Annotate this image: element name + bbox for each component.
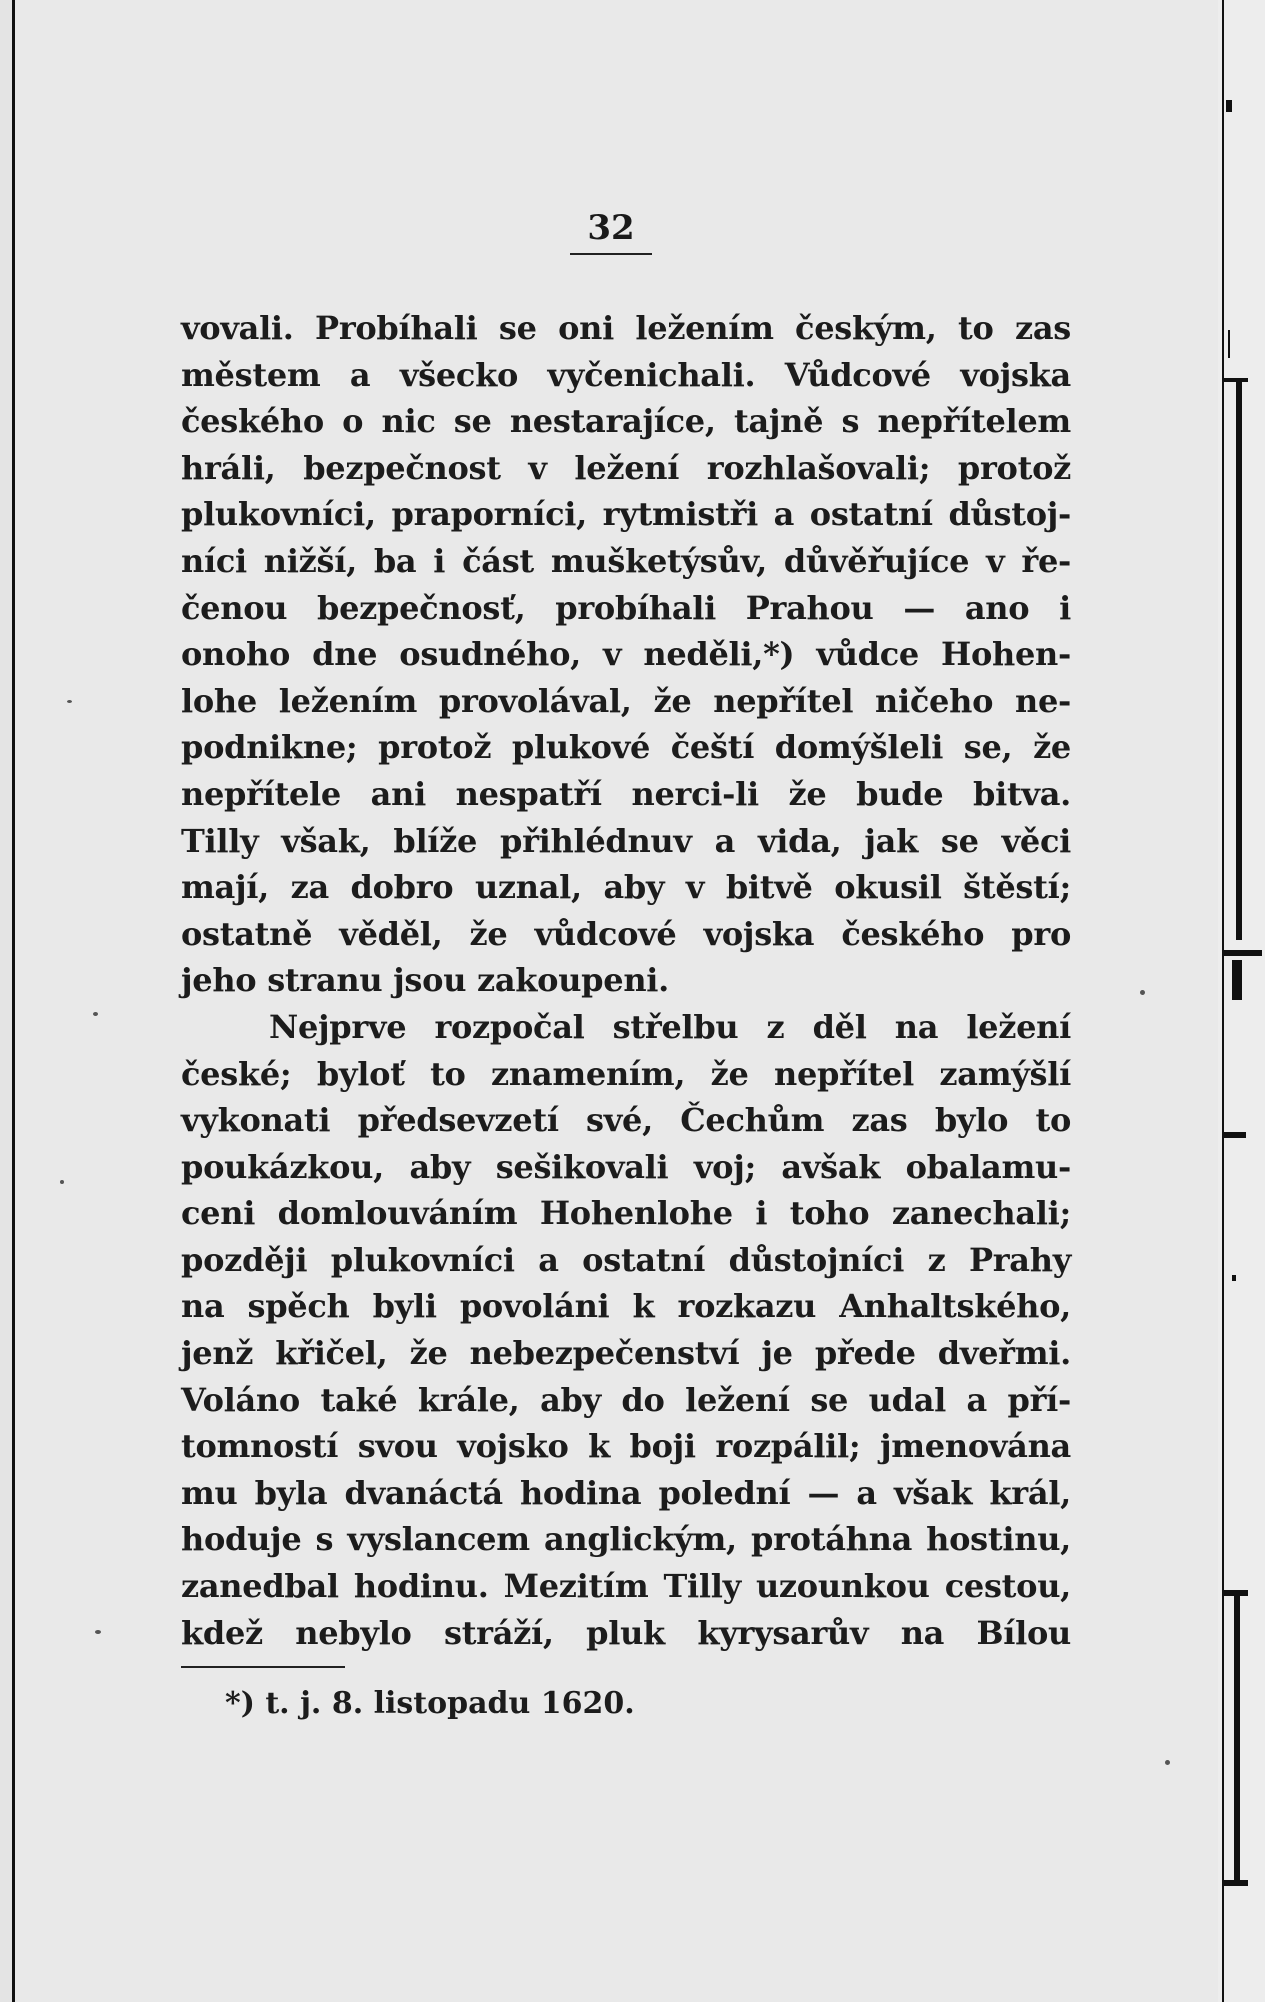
text-line: čenou bezpečnosť, probíhali Prahou — ano i xyxy=(181,588,1071,627)
text-line: městem a všecko vyčenichali. Vůdcové vojska xyxy=(181,355,1071,394)
text-line: Tilly však, blíže přihlédnuv a vida, jak se věci xyxy=(181,821,1071,860)
footnote: *) t. j. 8. listopadu 1620. xyxy=(225,1686,635,1721)
binding-mark xyxy=(1222,378,1248,382)
text-line: českého o nic se nestarajíce, tajně s nepřítelem xyxy=(181,402,1071,441)
binding-mark xyxy=(1222,1880,1248,1886)
binding-mark xyxy=(1222,950,1262,956)
text-line: hráli, bezpečnost v ležení rozhlašovali; protož xyxy=(181,448,1071,487)
text-line: jenž křičel, že nebezpečenství je přede dveřmi. xyxy=(181,1334,1071,1373)
binding-mark xyxy=(1222,1132,1246,1138)
text-line: poukázkou, aby sešikovali voj; avšak obalamu- xyxy=(181,1147,1071,1186)
page-number: 32 xyxy=(587,208,635,248)
binding-mark xyxy=(1226,100,1232,112)
binding-edge-strip xyxy=(1218,0,1265,2002)
page-header xyxy=(570,205,652,255)
text-line: později plukovníci a ostatní důstojníci z Prahy xyxy=(181,1240,1071,1279)
body-text xyxy=(181,305,1071,1656)
text-line: mu byla dvanáctá hodina polední — a však král, xyxy=(181,1473,1071,1512)
text-line: Voláno také krále, aby do ležení se udal a pří- xyxy=(181,1380,1071,1419)
paragraph-end-line: jeho stranu jsou zakoupeni. xyxy=(181,961,669,1000)
text-line: tomností svou vojsko k boji rozpálil; jmenována xyxy=(181,1427,1071,1466)
text-line: podnikne; protož plukové čeští domýšleli se, že xyxy=(181,728,1071,767)
scan-speck xyxy=(95,1630,101,1634)
binding-mark xyxy=(1232,960,1242,1000)
header-rule xyxy=(570,253,652,255)
binding-edge-line xyxy=(1222,0,1224,2002)
scan-speck xyxy=(1165,1760,1170,1765)
text-line: hoduje s vyslancem anglickým, protáhna hostinu, xyxy=(181,1520,1071,1559)
paper-sheet xyxy=(12,0,1221,2002)
binding-mark xyxy=(1228,330,1230,358)
scan-speck xyxy=(67,700,72,703)
text-line: české; byloť to znamením, že nepřítel zamýšlí xyxy=(181,1054,1071,1093)
text-line: zanedbal hodinu. Mezitím Tilly uzounkou cestou, xyxy=(181,1567,1071,1606)
text-line: kdež nebylo stráží, pluk kyrysarův na Bílou xyxy=(181,1613,1071,1652)
text-line: onoho dne osudného, v neděli,*) vůdce Hohen- xyxy=(181,635,1071,674)
text-line: mají, za dobro uznal, aby v bitvě okusil štěstí; xyxy=(181,868,1071,907)
text-line: vovali. Probíhali se oni ležením českým, to zas xyxy=(181,309,1071,347)
text-line: ceni domlouváním Hohenlohe i toho zanechali; xyxy=(181,1194,1071,1233)
text-line: vykonati předsevzetí své, Čechům zas bylo to xyxy=(181,1101,1071,1140)
binding-mark xyxy=(1234,1596,1240,1886)
scan-speck xyxy=(1140,990,1145,995)
text-line: plukovníci, praporníci, rytmistři a ostatní důstoj- xyxy=(181,495,1071,534)
binding-mark xyxy=(1236,380,1242,940)
text-line: ostatně věděl, že vůdcové vojska českého pro xyxy=(181,914,1071,953)
text-line: níci nižší, ba i část mušketýsův, důvěřujíce v ře- xyxy=(181,541,1071,580)
footnote-rule xyxy=(181,1666,345,1668)
text-line: na spěch byli povoláni k rozkazu Anhaltského, xyxy=(181,1287,1071,1326)
text-line: nepřítele ani nespatří nerci-li že bude bitva. xyxy=(181,774,1071,813)
scan-speck xyxy=(60,1180,64,1184)
scan-speck xyxy=(93,1012,98,1016)
text-line: lohe ležením provolával, že nepřítel ničeho ne- xyxy=(181,681,1071,720)
paragraph-start-line: Nejprve rozpočal střelbu z děl na ležení xyxy=(269,1007,1071,1046)
binding-mark xyxy=(1232,1275,1236,1281)
